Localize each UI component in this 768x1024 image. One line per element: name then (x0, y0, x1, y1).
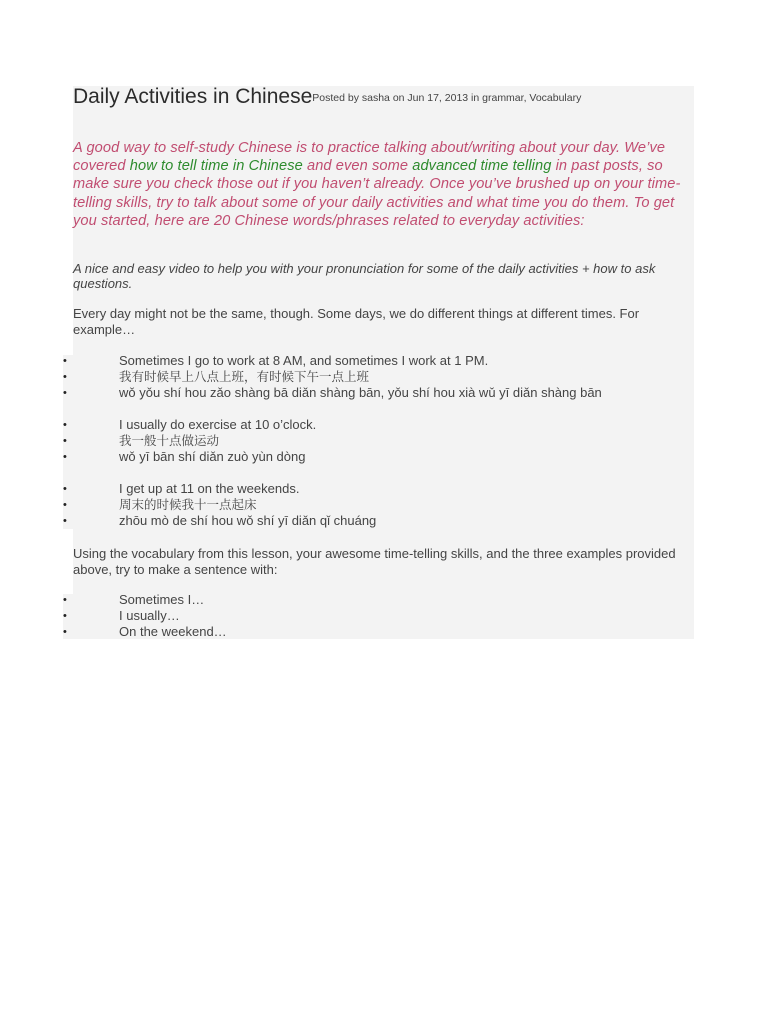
intro-paragraph (73, 139, 695, 230)
bullet-icon: • (63, 483, 67, 495)
example-english: I usually do exercise at 10 o’clock. (119, 417, 317, 432)
video-note: A nice and easy video to help you with your pronunciation for some of the daily activities + how to ask questions. (73, 261, 656, 291)
example-chinese: 我一般十点做运动 (119, 433, 220, 448)
bullet-icon: • (63, 451, 67, 463)
paragraph-every-day: Every day might not be the same, though. Some days, we do different things at different times. For example… (73, 306, 640, 337)
bullet-icon: • (63, 355, 67, 367)
prompt-text: I usually… (119, 608, 180, 623)
bullet-icon: • (63, 435, 67, 447)
example-english: I get up at 11 on the weekends. (119, 481, 300, 496)
intro-text-2: and even some (302, 158, 413, 175)
bullet-icon: • (63, 419, 67, 431)
example-pinyin: wǒ yǒu shí hou zǎo shàng bā diǎn shàng bān, yǒu shí hou xià wǔ yī diǎn shàng bān (119, 385, 602, 400)
intro-text-1: A good way to self-study Chinese is to practice talking about/writing about your day. We’ve covered (73, 140, 666, 175)
example-pinyin: wǒ yī bān shí diǎn zuò yùn dòng (119, 449, 306, 464)
bullet-icon: • (63, 371, 67, 383)
bullet-icon: • (63, 515, 67, 527)
bullet-icon: • (63, 499, 67, 511)
example-chinese: 周末的时候我十一点起床 (119, 497, 257, 512)
advanced-time-link[interactable]: advanced time telling (412, 158, 552, 175)
example-english: Sometimes I go to work at 8 AM, and sometimes I work at 1 PM. (119, 353, 489, 368)
example-pinyin: zhōu mò de shí hou wǒ shí yī diǎn qǐ chuáng (119, 513, 377, 528)
example-chinese: 我有时候早上八点上班，有时候下午一点上班 (119, 369, 370, 384)
prompt-text: Sometimes I… (119, 592, 205, 607)
post-title-text: Daily Activities in Chinese (73, 85, 313, 108)
bullet-icon: • (63, 387, 67, 399)
bullet-icon: • (63, 594, 67, 606)
post-title (73, 84, 581, 111)
intro-text-3: in past posts, so make sure you check those out if you haven’t already. Once you’ve brushed up on your time-telling skills, try to talk about some of your daily activities and what time you do them. To get you started, here are 20 Chinese words/phrases related to everyday activities: (73, 158, 681, 229)
paragraph-using-vocabulary: Using the vocabulary from this lesson, your awesome time-telling skills, and the three examples provided above, try to make a sentence with: (73, 546, 676, 577)
post-meta: Posted by sasha on Jun 17, 2013 in grammar, Vocabulary (312, 92, 582, 104)
bullet-icon: • (63, 626, 67, 638)
time-link[interactable]: how to tell time in Chinese (129, 158, 303, 175)
prompt-text: On the weekend… (119, 624, 227, 639)
bullet-icon: • (63, 610, 67, 622)
